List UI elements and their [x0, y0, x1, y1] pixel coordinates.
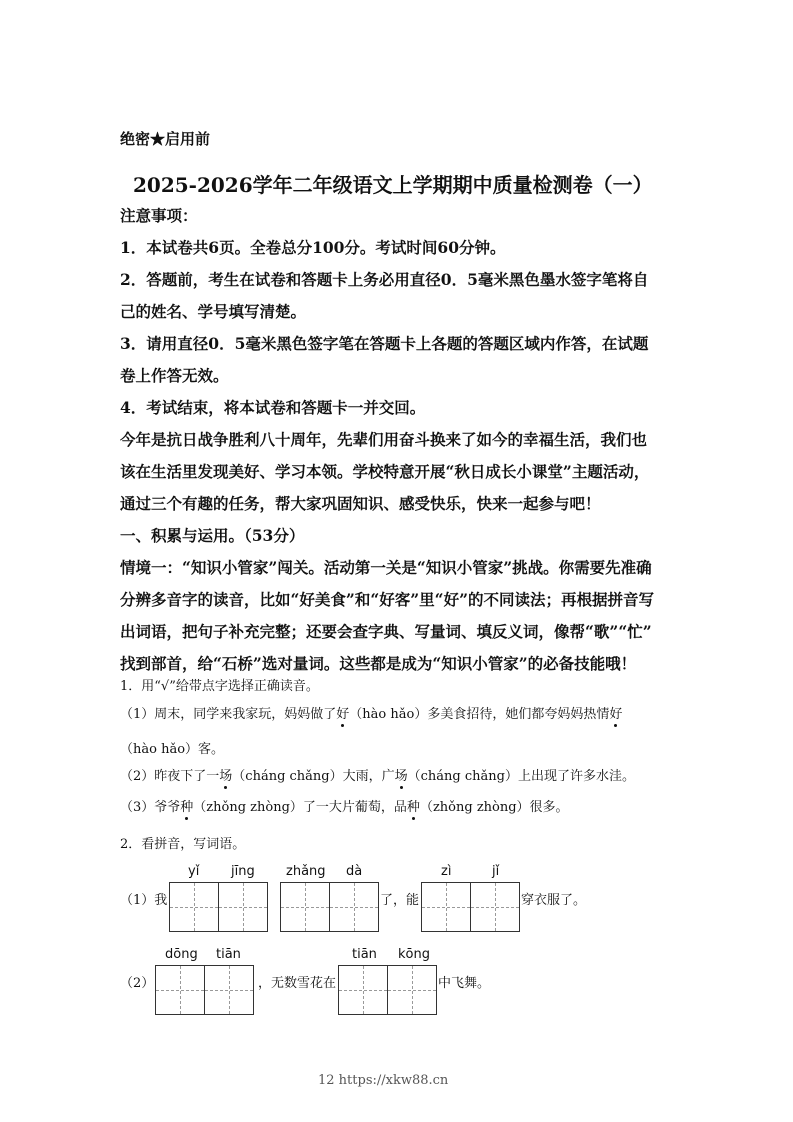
pinyin: zì: [441, 864, 452, 879]
dotted-char: 场: [394, 769, 408, 784]
q1-line-1-cont: （hào hǎo）客。: [120, 742, 225, 757]
pinyin: dà: [346, 864, 363, 879]
context-line: 找到部首，给“石桥”选对量词。这些都是成为“知识小管家”的必备技能哦！: [120, 654, 637, 673]
context-line: 情境一：“知识小管家”闯关。活动第一关是“知识小管家”挑战。你需要先准确: [120, 558, 652, 577]
intro-line: 通过三个有趣的任务，帮大家巩固知识、感受快乐，快来一起参与吧！: [120, 494, 601, 513]
q1-line-2: （2）昨夜下了一场（cháng chǎng）大雨，广场（cháng chǎng）上出现了许多水洼。: [120, 769, 635, 784]
intro-line: 该在生活里发现美好、学习本领。学校特意开展“秋日成长小课堂”主题活动，: [120, 462, 650, 481]
dotted-char: 好: [336, 707, 350, 722]
pinyin: kōng: [398, 947, 430, 962]
pinyin: jīng: [231, 864, 255, 879]
pinyin: tiān: [352, 947, 377, 962]
context-line: 出词语，把句子补充完整；还要会查字典、写量词、填反义词，像帮“歌”“忙”: [120, 622, 652, 641]
notes-heading: 注意事项：: [120, 206, 198, 225]
notes-block: [120, 200, 680, 680]
dotted-char: 种: [406, 800, 420, 815]
note-line: 4．考试结束，将本试卷和答题卡一并交回。: [120, 398, 426, 417]
q2-row1-mid: 了，能: [380, 893, 420, 908]
pinyin: dōng: [165, 947, 198, 962]
pinyin: zhǎng: [286, 864, 326, 879]
page-footer: 12 https://xkw88.cn: [318, 1073, 449, 1088]
page-title: 2025-2026学年二年级语文上学期期中质量检测卷（一）: [133, 173, 653, 197]
note-line: 己的姓名、学号填写清楚。: [120, 302, 307, 321]
note-line: 2．答题前，考生在试卷和答题卡上务必用直径0．5毫米黑色墨水签字笔将自: [120, 270, 649, 289]
writing-grid[interactable]: [155, 965, 254, 1015]
note-line: 3．请用直径0．5毫米黑色签字笔在答题卡上各题的答题区域内作答，在试题: [120, 334, 649, 353]
q2-prompt: 2．看拼音，写词语。: [120, 837, 246, 852]
dotted-char: 种: [180, 800, 194, 815]
q2-row2-mid: ，无数雪花在: [258, 976, 337, 991]
context-line: 分辨多音字的读音，比如“好美食”和“好客”里“好”的不同读法；再根据拼音写: [120, 590, 654, 609]
writing-grid[interactable]: [421, 882, 520, 932]
q1-line-1: （1）周末，同学来我家玩，妈妈做了好（hào hǎo）多美食招待，她们都夸妈妈热情好: [120, 707, 623, 722]
q2-row1-end: 穿衣服了。: [521, 893, 587, 908]
note-line: 1．本试卷共6页。全卷总分100分。考试时间60分钟。: [120, 238, 506, 257]
dotted-char: 好: [609, 707, 623, 722]
q2-row2-label: （2）: [120, 976, 155, 991]
pinyin: yǐ: [188, 864, 200, 879]
writing-grid[interactable]: [338, 965, 437, 1015]
pinyin: jǐ: [492, 864, 500, 879]
section-heading: 一、积累与运用。（53分）: [120, 526, 305, 545]
intro-line: 今年是抗日战争胜利八十周年，先辈们用奋斗换来了如今的幸福生活，我们也: [120, 430, 648, 449]
q2-row1-label: （1）我: [120, 893, 168, 908]
pinyin: tiān: [216, 947, 241, 962]
dotted-char: 场: [219, 769, 233, 784]
note-line: 卷上作答无效。: [120, 366, 229, 385]
writing-grid[interactable]: [280, 882, 379, 932]
secret-label: 绝密★启用前: [120, 130, 211, 148]
writing-grid[interactable]: [169, 882, 268, 932]
q2-row2-end: 中飞舞。: [438, 976, 491, 991]
q1-line-3: （3）爷爷种（zhǒng zhòng）了一大片葡萄，品种（zhǒng zhòng）很多。: [120, 800, 569, 815]
q1-prompt: 1．用“√”给带点字选择正确读音。: [120, 679, 319, 694]
